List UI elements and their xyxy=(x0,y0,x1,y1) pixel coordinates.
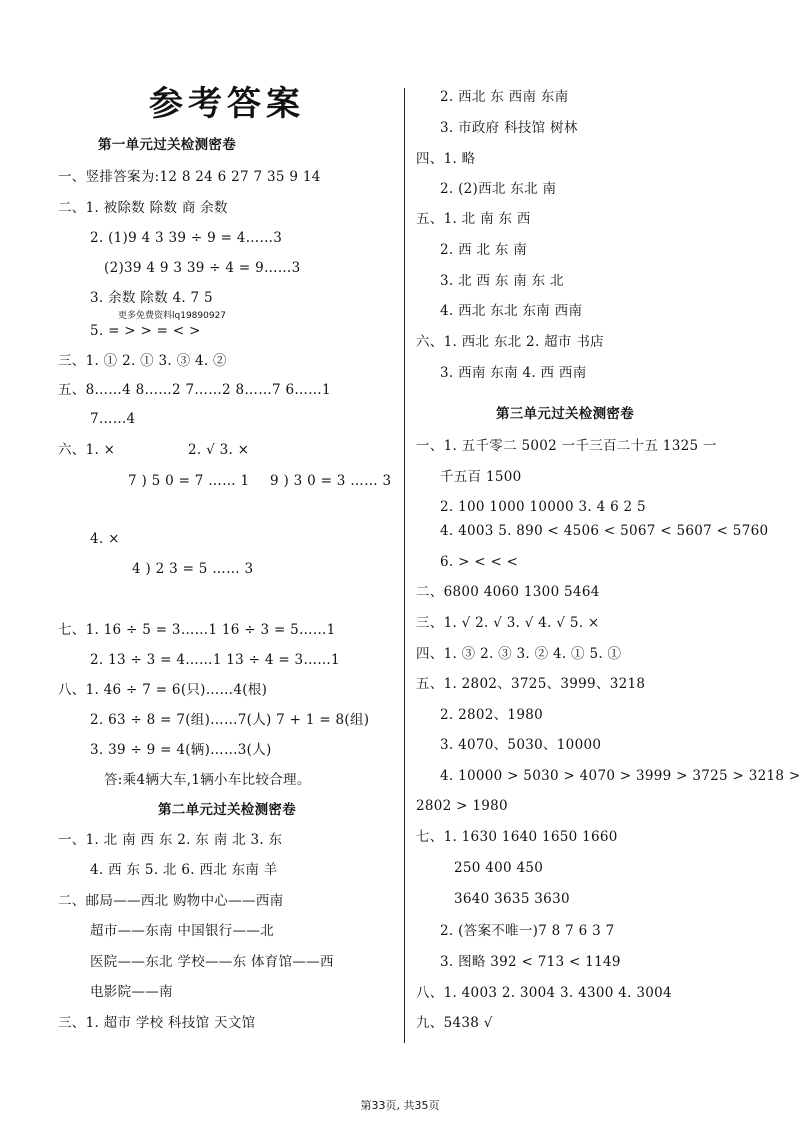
answer-line: 2. 13 ÷ 3 = 4……1 13 ÷ 4 = 3……1 xyxy=(90,652,340,668)
unit2-heading: 第二单元过关检测密卷 xyxy=(158,802,296,818)
answer-line: 五、8……4 8……2 7……2 8……7 6……1 xyxy=(58,382,331,398)
answer-line: 4. 西北 东北 东南 西南 xyxy=(440,303,583,319)
answer-line: 250 400 450 xyxy=(454,860,544,876)
answer-line: 二、1. 被除数 除数 商 余数 xyxy=(58,200,228,216)
watermark-text: 更多免费资料lq19890927 xyxy=(118,311,227,321)
answer-line: 3. 图略 392 < 713 < 1149 xyxy=(440,954,621,970)
answer-line: 答:乘4辆大车,1辆小车比较合理。 xyxy=(104,772,311,788)
answer-line: 四、1. 略 xyxy=(416,151,476,167)
answer-line: 2. (2)西北 东北 南 xyxy=(440,181,557,197)
answer-line: 三、1. ① 2. ① 3. ③ 4. ② xyxy=(58,353,227,369)
answer-line: 2. 西北 东 西南 东南 xyxy=(440,89,569,105)
answer-line: 九、5438 √ xyxy=(416,1015,493,1031)
answer-line: 六、1. × xyxy=(58,442,116,458)
long-division-1: 7 ) 5 0 = 7 …… 1 xyxy=(128,473,250,489)
answer-line: 超市——东南 中国银行——北 xyxy=(90,923,274,939)
unit1-heading: 第一单元过关检测密卷 xyxy=(98,137,236,153)
unit3-heading: 第三单元过关检测密卷 xyxy=(496,406,634,422)
answer-line: 4. 西 东 5. 北 6. 西北 东南 羊 xyxy=(90,862,278,878)
answer-line: 一、1. 北 南 西 东 2. 东 南 北 3. 东 xyxy=(58,832,283,848)
answer-line: 3. 北 西 东 南 东 北 xyxy=(440,273,564,289)
answer-line: 2. (1)9 4 3 39 ÷ 9 = 4……3 xyxy=(90,230,283,246)
long-division-3: 4 ) 2 3 = 5 …… 3 xyxy=(132,561,254,577)
long-division-2: 9 ) 3 0 = 3 …… 3 xyxy=(270,473,392,489)
answer-line: 电影院——南 xyxy=(90,984,173,1000)
answer-line: 3. 39 ÷ 9 = 4(辆)……3(人) xyxy=(90,742,272,758)
answer-line: 二、6800 4060 1300 5464 xyxy=(416,584,600,600)
answer-line: 一、竖排答案为:12 8 24 6 27 7 35 9 14 xyxy=(58,169,321,185)
page-footer: 第33页, 共35页 xyxy=(360,1099,440,1112)
answer-line: 3. 市政府 科技馆 树林 xyxy=(440,120,578,136)
answer-line: 医院——东北 学校——东 体育馆——西 xyxy=(90,954,334,970)
answer-line: 4. × xyxy=(90,531,120,547)
answer-line: 2. (答案不唯一)7 8 7 6 3 7 xyxy=(440,923,615,939)
answer-line: 2802 > 1980 xyxy=(416,798,508,814)
answer-line: 六、1. 西北 东北 2. 超市 书店 xyxy=(416,334,604,350)
answer-line: 6. > < < < xyxy=(440,554,519,570)
answer-line: 3640 3635 3630 xyxy=(454,891,570,907)
answer-line: 4. 10000 > 5030 > 4070 > 3999 > 3725 > 3218 > xyxy=(440,768,800,784)
answer-line: 2. 西 北 东 南 xyxy=(440,242,528,258)
answer-line: 2. √ 3. × xyxy=(188,442,250,458)
answer-line: 五、1. 北 南 东 西 xyxy=(416,211,531,227)
answer-line: 三、1. 超市 学校 科技馆 天文馆 xyxy=(58,1015,256,1031)
answer-line: (2)39 4 9 3 39 ÷ 4 = 9……3 xyxy=(104,260,301,276)
answer-line: 5. = > > = < > xyxy=(90,323,201,339)
answer-line: 4. 4003 5. 890 < 4506 < 5067 < 5607 < 5760 xyxy=(440,523,769,539)
answer-line: 一、1. 五千零二 5002 一千三百二十五 1325 一 xyxy=(416,438,717,454)
answer-line: 五、1. 2802、3725、3999、3218 xyxy=(416,676,646,692)
answer-line: 千五百 1500 xyxy=(440,469,522,485)
answer-line: 7……4 xyxy=(90,411,136,427)
answer-line: 八、1. 46 ÷ 7 = 6(只)……4(根) xyxy=(58,682,268,698)
answer-line: 四、1. ③ 2. ③ 3. ② 4. ① 5. ① xyxy=(416,646,622,662)
answer-line: 八、1. 4003 2. 3004 3. 4300 4. 3004 xyxy=(416,985,672,1001)
page-title: 参考答案 xyxy=(149,84,305,124)
answer-line: 2. 63 ÷ 8 = 7(组)……7(人) 7 + 1 = 8(组) xyxy=(90,712,370,728)
answer-line: 三、1. √ 2. √ 3. √ 4. √ 5. × xyxy=(416,615,600,631)
answer-line: 3. 余数 除数 4. 7 5 xyxy=(90,290,213,306)
column-divider xyxy=(404,88,405,1043)
answer-line: 七、1. 1630 1640 1650 1660 xyxy=(416,829,618,845)
answer-line: 2. 2802、1980 xyxy=(440,707,543,723)
answer-line: 二、邮局——西北 购物中心——西南 xyxy=(58,893,284,909)
answer-line: 2. 100 1000 10000 3. 4 6 2 5 xyxy=(440,499,646,515)
answer-line: 七、1. 16 ÷ 5 = 3……1 16 ÷ 3 = 5……1 xyxy=(58,622,336,638)
answer-line: 3. 西南 东南 4. 西 西南 xyxy=(440,365,587,381)
answer-line: 3. 4070、5030、10000 xyxy=(440,737,602,753)
